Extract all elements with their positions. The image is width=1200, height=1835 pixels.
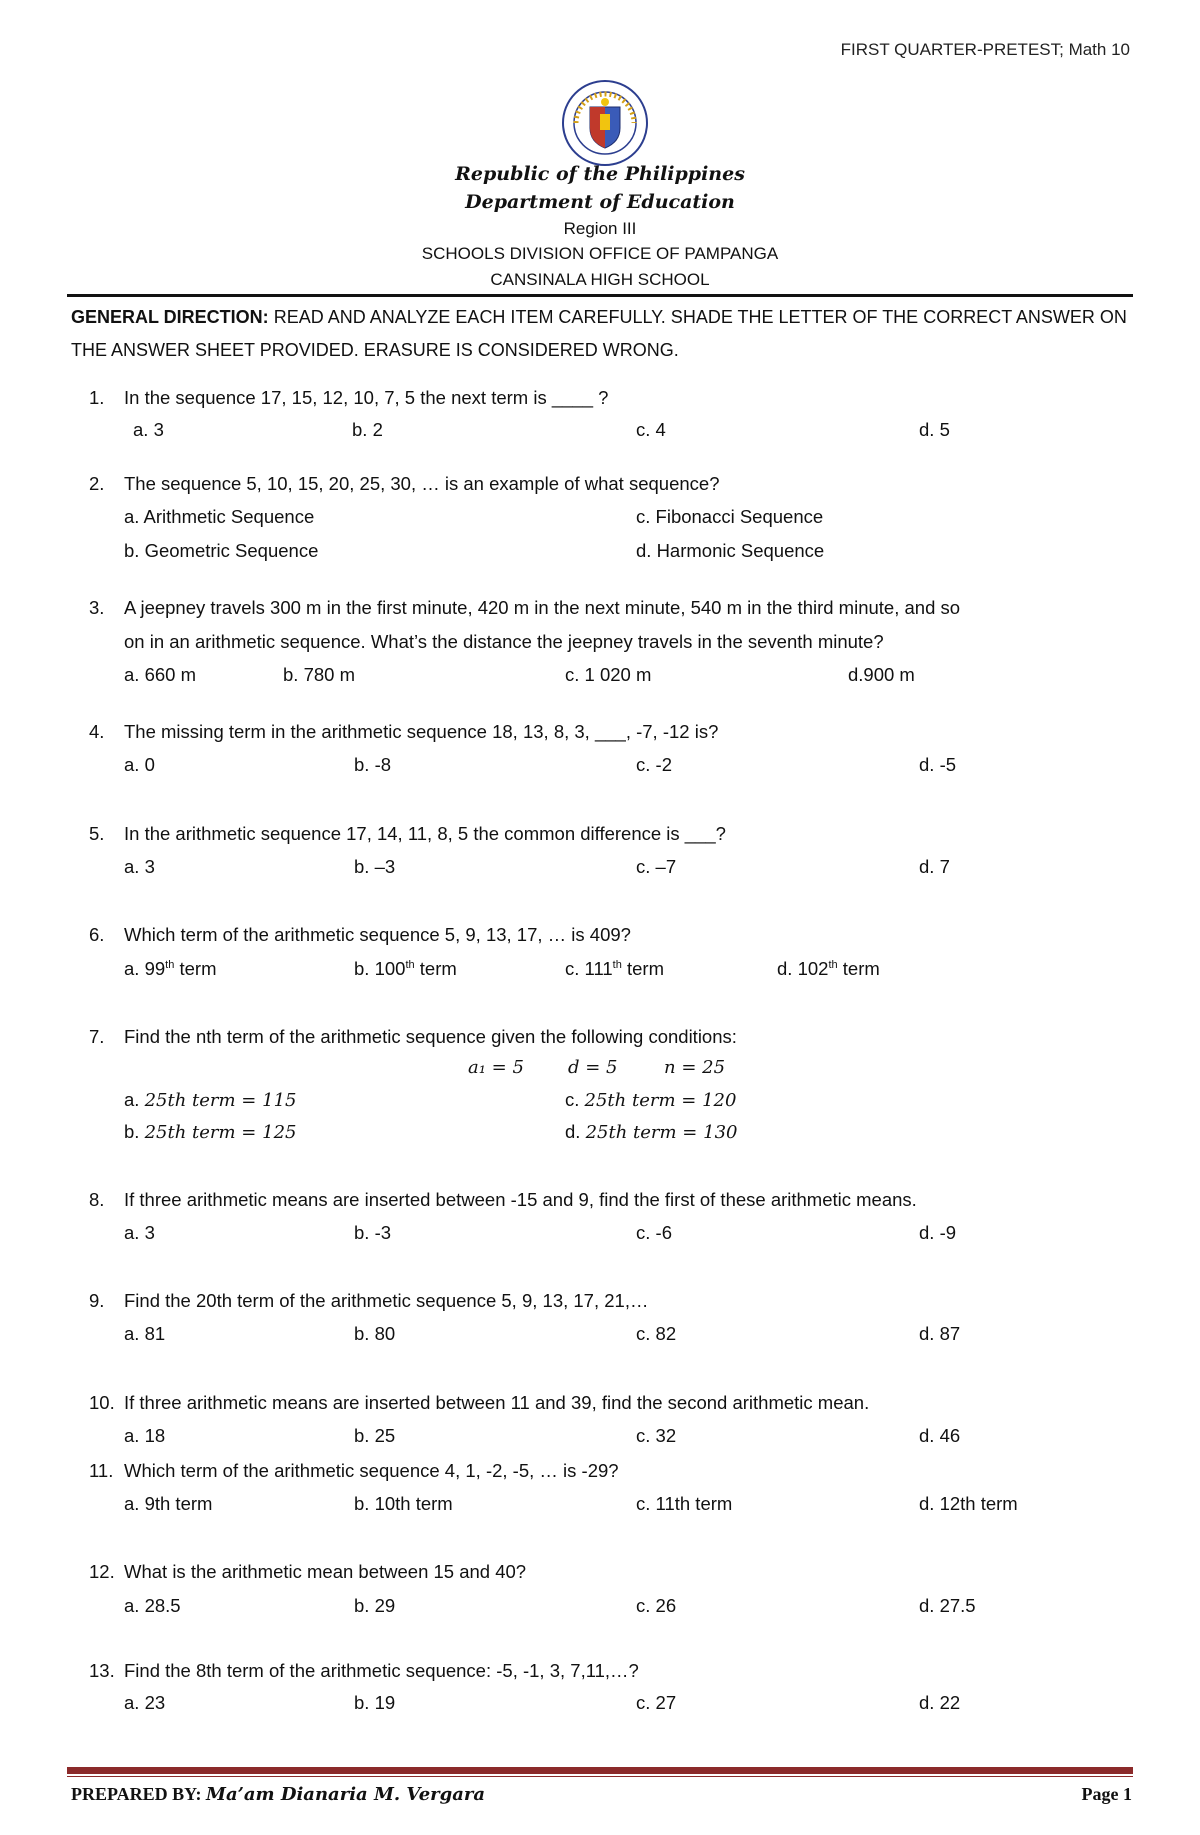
- question-text: The missing term in the arithmetic sequence 18, 13, 8, 3, ___, -7, -12 is?: [124, 721, 719, 742]
- option-d[interactable]: d. 5: [919, 419, 950, 440]
- option-a[interactable]: a. 99th term: [124, 958, 217, 979]
- condition-first-term: a₁ = 5: [468, 1057, 524, 1078]
- question-3: [0, 597, 1200, 687]
- option-a[interactable]: a. 0: [124, 754, 155, 775]
- division-heading: SCHOOLS DIVISION OFFICE OF PAMPANGA: [421, 244, 779, 263]
- option-c[interactable]: c. 32: [636, 1425, 677, 1446]
- option-c[interactable]: c. Fibonacci Sequence: [636, 506, 824, 527]
- option-d[interactable]: d. 7: [919, 856, 950, 877]
- question-number: 5.: [89, 823, 105, 844]
- option-b[interactable]: b. Geometric Sequence: [124, 540, 319, 561]
- option-c[interactable]: c. -6: [636, 1222, 672, 1243]
- option-d[interactable]: d. 102th term: [777, 958, 880, 979]
- question-text: If three arithmetic means are inserted between 11 and 39, find the second arithmetic mean.: [124, 1392, 870, 1413]
- question-number: 12.: [89, 1561, 115, 1582]
- option-a[interactable]: a. 660 m: [124, 664, 196, 685]
- footer-divider-thin: [67, 1776, 1133, 1777]
- question-1: [0, 387, 1200, 447]
- question-number: 6.: [89, 924, 105, 945]
- option-d[interactable]: d. 25th term = 130: [565, 1121, 738, 1143]
- option-a[interactable]: a. 28.5: [124, 1595, 181, 1616]
- question-text: A jeepney travels 300 m in the first minute, 420 m in the next minute, 540 m in the third minute, and so: [124, 597, 961, 618]
- option-a[interactable]: a. 81: [124, 1323, 166, 1344]
- question-text: Which term of the arithmetic sequence 4, 1, -2, -5, … is -29?: [124, 1460, 619, 1481]
- option-b[interactable]: b. 10th term: [354, 1493, 453, 1514]
- condition-common-difference: d = 5: [568, 1057, 618, 1078]
- option-a[interactable]: a. 23: [124, 1692, 166, 1713]
- question-text: Find the 8th term of the arithmetic sequence: -5, -1, 3, 7,11,…?: [124, 1660, 639, 1681]
- option-c[interactable]: c. 4: [636, 419, 666, 440]
- option-a[interactable]: a. 18: [124, 1425, 166, 1446]
- question-number: 8.: [89, 1189, 105, 1210]
- prepared-by-name: Ma’am Dianaria M. Vergara: [206, 1784, 486, 1805]
- page-number: Page 1: [1081, 1784, 1132, 1804]
- option-c[interactable]: c. 27: [636, 1692, 677, 1713]
- header-divider: [67, 294, 1133, 297]
- option-c[interactable]: c. –7: [636, 856, 677, 877]
- option-c[interactable]: c. 1 020 m: [565, 664, 652, 685]
- option-b[interactable]: b. 25th term = 125: [124, 1121, 297, 1143]
- question-number: 13.: [89, 1660, 115, 1681]
- option-b[interactable]: b. 80: [354, 1323, 396, 1344]
- question-13: [0, 1660, 1200, 1720]
- school-heading: CANSINALA HIGH SCHOOL: [490, 270, 710, 289]
- region-heading: Region III: [563, 219, 637, 238]
- option-a[interactable]: a. Arithmetic Sequence: [124, 506, 315, 527]
- general-direction: [71, 301, 1141, 367]
- question-9: [0, 1290, 1200, 1350]
- option-a[interactable]: a. 3: [133, 419, 164, 440]
- option-b[interactable]: b. -8: [354, 754, 392, 775]
- option-d[interactable]: d. 87: [919, 1323, 961, 1344]
- question-number: 3.: [89, 597, 105, 618]
- question-4: [0, 721, 1200, 781]
- option-b[interactable]: b. -3: [354, 1222, 392, 1243]
- option-d[interactable]: d. 27.5: [919, 1595, 976, 1616]
- prepared-by: [71, 1784, 485, 1805]
- option-c[interactable]: c. 11th term: [636, 1493, 733, 1514]
- option-d[interactable]: d. -5: [919, 754, 957, 775]
- option-b[interactable]: b. 29: [354, 1595, 396, 1616]
- question-text: Find the nth term of the arithmetic sequence given the following conditions:: [124, 1026, 737, 1047]
- question-7: [0, 1026, 1200, 1146]
- option-a[interactable]: a. 3: [124, 1222, 155, 1243]
- question-11: [0, 1460, 1200, 1520]
- question-text: If three arithmetic means are inserted between -15 and 9, find the first of these arithmetic means.: [124, 1189, 917, 1210]
- deped-seal-icon: [562, 80, 648, 166]
- option-d[interactable]: d. 46: [919, 1425, 961, 1446]
- option-b[interactable]: b. 25: [354, 1425, 396, 1446]
- option-c[interactable]: c. 111th term: [565, 958, 664, 979]
- condition-n: n = 25: [664, 1057, 726, 1078]
- option-b[interactable]: b. 2: [352, 419, 383, 440]
- question-number: 4.: [89, 721, 105, 742]
- question-5: [0, 823, 1200, 883]
- option-b[interactable]: b. 19: [354, 1692, 396, 1713]
- option-d[interactable]: d. Harmonic Sequence: [636, 540, 825, 561]
- question-number: 11.: [89, 1460, 114, 1481]
- option-c[interactable]: c. 25th term = 120: [565, 1089, 737, 1111]
- department-heading: Department of Education: [465, 191, 735, 213]
- question-10: [0, 1392, 1200, 1452]
- option-b[interactable]: b. 780 m: [283, 664, 355, 685]
- question-number: 7.: [89, 1026, 105, 1047]
- question-8: [0, 1189, 1200, 1249]
- prepared-by-label: PREPARED BY:: [71, 1784, 202, 1804]
- question-text-continued: on in an arithmetic sequence. What’s the distance the jeepney travels in the seventh minute?: [124, 631, 884, 652]
- question-number: 9.: [89, 1290, 105, 1311]
- question-number: 2.: [89, 473, 105, 494]
- question-text: The sequence 5, 10, 15, 20, 25, 30, … is an example of what sequence?: [124, 473, 720, 494]
- question-text: Find the 20th term of the arithmetic sequence 5, 9, 13, 17, 21,…: [124, 1290, 649, 1311]
- option-d[interactable]: d. 12th term: [919, 1493, 1018, 1514]
- option-c[interactable]: c. 26: [636, 1595, 677, 1616]
- question-text: In the sequence 17, 15, 12, 10, 7, 5 the next term is ____ ?: [124, 387, 609, 408]
- footer-divider: [67, 1767, 1133, 1774]
- question-number: 1.: [89, 387, 105, 408]
- option-a[interactable]: a. 9th term: [124, 1493, 213, 1514]
- option-c[interactable]: c. 82: [636, 1323, 677, 1344]
- option-b[interactable]: b. –3: [354, 856, 396, 877]
- option-c[interactable]: c. -2: [636, 754, 672, 775]
- question-text: What is the arithmetic mean between 15 and 40?: [124, 1561, 527, 1582]
- question-text: In the arithmetic sequence 17, 14, 11, 8, 5 the common difference is ___?: [124, 823, 726, 844]
- question-6: [0, 924, 1200, 984]
- option-a[interactable]: a. 25th term = 115: [124, 1089, 297, 1111]
- direction-label: GENERAL DIRECTION:: [71, 307, 269, 327]
- option-d[interactable]: d.900 m: [848, 664, 915, 685]
- option-a[interactable]: a. 3: [124, 856, 155, 877]
- question-number: 10.: [89, 1392, 115, 1413]
- question-12: [0, 1561, 1200, 1621]
- direction-text: READ AND ANALYZE EACH ITEM CAREFULLY. SHADE THE LETTER OF THE CORRECT ANSWER ON THE ANSWER SHEET PROVIDED. ERASURE IS CONSIDERED WRONG.: [71, 307, 1127, 360]
- option-d[interactable]: d. -9: [919, 1222, 957, 1243]
- document-header-tag: FIRST QUARTER-PRETEST; Math 10: [840, 40, 1130, 59]
- republic-heading: Republic of the Philippines: [455, 163, 745, 185]
- question-text: Which term of the arithmetic sequence 5, 9, 13, 17, … is 409?: [124, 924, 631, 945]
- option-b[interactable]: b. 100th term: [354, 958, 457, 979]
- option-d[interactable]: d. 22: [919, 1692, 961, 1713]
- question-2: [0, 473, 1200, 563]
